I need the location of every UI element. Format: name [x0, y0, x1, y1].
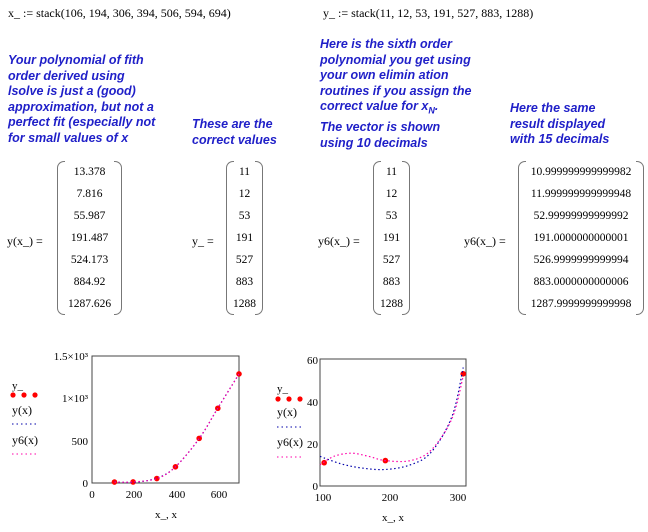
legend-label-poly5: y(x)	[12, 403, 32, 417]
plot-left-marks	[112, 371, 242, 485]
plot-frame	[92, 356, 239, 483]
x-tick-label: 200	[381, 492, 399, 504]
matrix-cell: 191	[235, 232, 254, 244]
y-tick-label: 20	[307, 439, 318, 451]
matrix-cell: 11	[385, 166, 398, 178]
matrix-cell: 52.99999999999992	[533, 210, 629, 222]
matrix-cell: 191.0000000000001	[533, 232, 629, 244]
note-subscript: N	[428, 105, 435, 116]
legend-label-poly6: y6(x)	[12, 433, 38, 447]
x-tick-label: 400	[168, 489, 186, 501]
note-line: routines if you assign the	[320, 83, 472, 98]
matrix-cell: 191.487	[70, 232, 109, 244]
x-vector-definition[interactable]: x_ := stack(106, 194, 306, 394, 506, 594, 694)	[8, 6, 231, 20]
plot-left[interactable]	[0, 340, 260, 530]
matrix-y-underscore[interactable]	[226, 161, 263, 315]
note-line: Your polynomial of fith	[8, 53, 144, 67]
y-tick-label: 1×10³	[61, 393, 88, 405]
matrix-cell: 1287.626	[67, 298, 112, 310]
note-line: Here the same	[510, 101, 596, 115]
data-point	[321, 460, 327, 466]
note-vector-decimals[interactable]	[320, 120, 440, 151]
matrix-cell: 55.987	[73, 210, 106, 222]
matrix-cell: 13.378	[73, 166, 106, 178]
y-tick-label: 40	[307, 397, 318, 409]
matrix-cell: 1287.9999999999998	[530, 298, 632, 310]
note-line: order derived using	[8, 68, 125, 83]
note-fifth-order[interactable]	[8, 53, 155, 146]
legend-label-poly5: y(x)	[277, 405, 297, 419]
note-text: correct value for x	[320, 99, 429, 113]
plot-right[interactable]	[265, 350, 475, 530]
plot-frame	[320, 359, 466, 486]
plot-right-marks	[320, 367, 466, 469]
note-line: lsolve is just a (good)	[8, 84, 136, 98]
label-y6-of-x-15[interactable]: y6(x_) =	[464, 234, 506, 248]
y-vector-definition[interactable]: y_ := stack(11, 12, 53, 191, 527, 883, 1288)	[323, 6, 534, 20]
y-tick-label: 0	[82, 478, 88, 490]
note-line: result displayed	[510, 116, 606, 131]
note-correct-values[interactable]	[192, 117, 277, 148]
note-line: correct values	[192, 132, 277, 147]
legend-label-points: y_	[12, 380, 23, 392]
matrix-cell: 7.816	[76, 188, 103, 200]
note-line: These are the	[192, 117, 273, 131]
note-line-last	[320, 99, 471, 119]
x-tick-label: 600	[210, 489, 228, 501]
matrix-y6-10-decimals[interactable]	[373, 161, 410, 315]
note-line: with 15 decimals	[510, 132, 610, 146]
matrix-cell: 527	[382, 254, 401, 266]
x-axis-label: x_, x	[382, 512, 404, 524]
matrix-cell: 524.173	[70, 254, 109, 266]
matrix-cell: 883	[235, 276, 254, 288]
note-line: The vector is shown	[320, 120, 441, 134]
legend-points-icon	[275, 396, 302, 401]
note-15-decimals[interactable]	[510, 101, 609, 148]
matrix-cell: 53	[385, 210, 398, 222]
matrix-cell: 883	[382, 276, 401, 288]
label-y-of-x[interactable]: y(x_) =	[7, 234, 43, 248]
matrix-cell: 11.999999999999948	[530, 188, 632, 200]
x-axis-label: x_, x	[155, 509, 177, 521]
note-text: .	[434, 99, 439, 113]
y-tick-label: 0	[312, 481, 318, 493]
matrix-cell: 11	[238, 166, 251, 178]
x-tick-label: 100	[314, 492, 332, 504]
matrix-cell: 53	[238, 210, 251, 222]
matrix-cell: 527	[235, 254, 254, 266]
matrix-cell: 884.92	[73, 276, 106, 288]
note-sixth-order[interactable]	[320, 37, 471, 119]
legend-label-poly6: y6(x)	[277, 435, 303, 449]
matrix-cell: 883.0000000000006	[533, 276, 629, 288]
series-line-poly6	[320, 376, 463, 465]
matrix-cell: 191	[382, 232, 401, 244]
x-tick-label: 0	[89, 489, 95, 501]
y-tick-label: 1.5×10³	[53, 351, 88, 363]
label-y6-of-x-10[interactable]: y6(x_) =	[318, 234, 360, 248]
note-line: perfect fit (especially not	[8, 115, 156, 129]
note-line: using 10 decimals	[320, 135, 428, 150]
matrix-cell: 1288	[233, 298, 256, 310]
data-point	[236, 371, 242, 377]
y-tick-label: 60	[307, 355, 318, 367]
legend-label-points: y_	[277, 383, 288, 395]
matrix-cell: 12	[385, 188, 398, 200]
note-line: for small values of x	[8, 130, 129, 145]
note-line: polynomial you get using	[320, 52, 471, 67]
x-tick-label: 300	[449, 492, 467, 504]
matrix-cell: 526.9999999999994	[533, 254, 629, 266]
y-tick-label: 500	[71, 436, 88, 448]
matrix-cell: 12	[238, 188, 251, 200]
matrix-cell: 10.999999999999982	[530, 166, 632, 178]
matrix-y-of-x[interactable]	[57, 161, 122, 315]
matrix-cell: 1288	[380, 298, 403, 310]
matrix-y6-15-decimals[interactable]	[518, 161, 644, 315]
legend-points-icon	[10, 392, 37, 397]
x-tick-label: 200	[125, 489, 143, 501]
note-line: approximation, but not a	[8, 99, 154, 114]
note-line: your own elimin ation	[320, 68, 449, 82]
label-y-underscore[interactable]: y_ =	[192, 234, 214, 248]
note-line: Here is the sixth order	[320, 37, 452, 51]
